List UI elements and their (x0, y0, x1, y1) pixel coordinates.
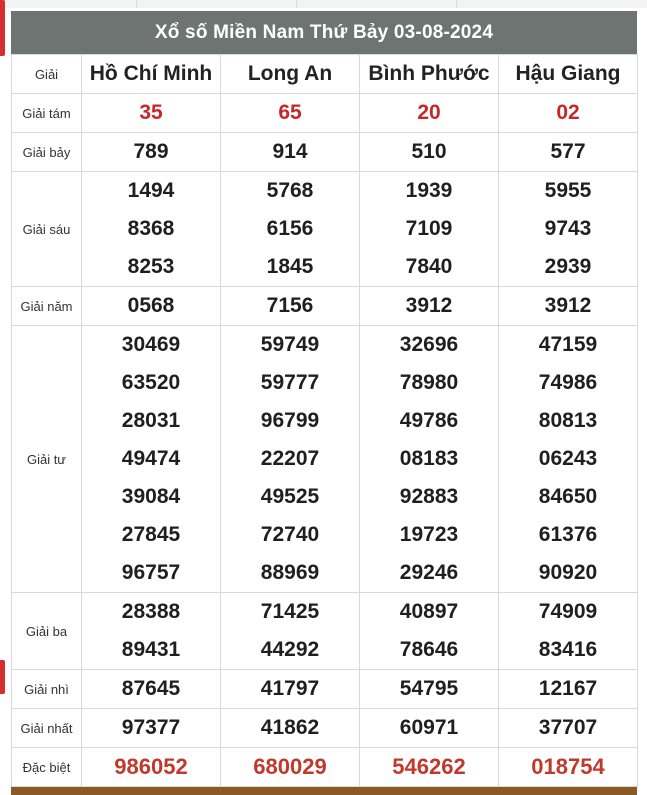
result-cell (360, 709, 499, 748)
result-number: 5955 (544, 179, 592, 202)
result-number: 49786 (399, 409, 459, 432)
prize-row-giai-tam (12, 94, 638, 133)
result-cell (82, 94, 221, 133)
result-cell (82, 593, 221, 670)
result-cell (499, 593, 638, 670)
result-number: 90920 (538, 561, 598, 584)
result-number: 08183 (399, 447, 459, 470)
result-number: 3912 (405, 294, 453, 317)
result-number: 29246 (399, 561, 459, 584)
result-number: 60971 (399, 716, 459, 739)
bottom-bar (11, 787, 637, 795)
results-body (12, 94, 638, 787)
result-cell (360, 172, 499, 287)
result-number: 9743 (544, 217, 592, 240)
result-number: 83416 (538, 638, 598, 661)
prize-label: Đặc biệt (12, 748, 82, 787)
special-prize-number: 546262 (392, 754, 466, 779)
result-cell (360, 748, 499, 787)
result-number: 1845 (266, 255, 314, 278)
prize-row-giai-nhat (12, 709, 638, 748)
result-number: 59749 (260, 333, 320, 356)
result-cell (221, 133, 360, 172)
result-number: 789 (133, 140, 169, 163)
special-prize-number: 986052 (114, 754, 188, 779)
result-number: 59777 (260, 371, 320, 394)
result-number: 3912 (544, 294, 592, 317)
result-number: 47159 (538, 333, 598, 356)
results-table (11, 54, 638, 787)
prize-row-giai-tu (12, 326, 638, 593)
result-number: 54795 (399, 677, 459, 700)
result-cell (499, 94, 638, 133)
result-cell (221, 326, 360, 593)
result-number: 74909 (538, 600, 598, 623)
province-header[interactable]: Hồ Chí Minh (82, 55, 221, 94)
result-number: 8253 (127, 255, 175, 278)
prize-column-header: Giải (12, 55, 82, 94)
result-cell (499, 133, 638, 172)
prize-row-giai-bay (12, 133, 638, 172)
result-cell (360, 593, 499, 670)
top-strip (0, 0, 647, 8)
prize-label: Giải sáu (12, 172, 82, 287)
result-cell (221, 172, 360, 287)
prize-label: Giải năm (12, 287, 82, 326)
result-number: 37707 (538, 716, 598, 739)
province-header[interactable]: Hậu Giang (499, 55, 638, 94)
province-header[interactable]: Long An (221, 55, 360, 94)
result-number: 72740 (260, 523, 320, 546)
result-cell (360, 133, 499, 172)
result-number: 02 (556, 101, 580, 124)
result-number: 63520 (121, 371, 181, 394)
result-number: 27845 (121, 523, 181, 546)
result-cell (499, 670, 638, 709)
prize-label: Giải bảy (12, 133, 82, 172)
result-number: 49474 (121, 447, 181, 470)
result-number: 84650 (538, 485, 598, 508)
prize-label: Giải ba (12, 593, 82, 670)
result-cell (82, 133, 221, 172)
prize-row-giai-nhi (12, 670, 638, 709)
left-edge-accent (0, 0, 5, 56)
result-number: 87645 (121, 677, 181, 700)
result-number: 22207 (260, 447, 320, 470)
result-cell (499, 709, 638, 748)
result-cell (82, 326, 221, 593)
result-number: 5768 (266, 179, 314, 202)
result-cell (221, 94, 360, 133)
result-number: 39084 (121, 485, 181, 508)
result-number: 71425 (260, 600, 320, 623)
result-cell (499, 172, 638, 287)
result-number: 40897 (399, 600, 459, 623)
result-cell (82, 172, 221, 287)
strip-divider (136, 0, 137, 8)
result-number: 74986 (538, 371, 598, 394)
result-cell (221, 748, 360, 787)
left-edge-accent (0, 660, 5, 694)
result-cell (499, 287, 638, 326)
special-prize-number: 018754 (531, 754, 605, 779)
prize-row-giai-nam (12, 287, 638, 326)
result-number: 32696 (399, 333, 459, 356)
result-number: 96799 (260, 409, 320, 432)
prize-label: Giải tám (12, 94, 82, 133)
result-number: 2939 (544, 255, 592, 278)
result-cell (82, 670, 221, 709)
result-number: 49525 (260, 485, 320, 508)
result-cell (82, 709, 221, 748)
result-cell (360, 670, 499, 709)
result-cell (82, 748, 221, 787)
prize-label: Giải nhất (12, 709, 82, 748)
result-cell (360, 94, 499, 133)
strip-divider (296, 0, 297, 8)
result-number: 78646 (399, 638, 459, 661)
result-number: 0568 (127, 294, 175, 317)
prize-label: Giải tư (12, 326, 82, 593)
result-number: 80813 (538, 409, 598, 432)
strip-divider (456, 0, 457, 8)
result-number: 61376 (538, 523, 598, 546)
results-title: Xổ số Miền Nam Thứ Bảy 03-08-2024 (11, 11, 637, 54)
result-cell (499, 326, 638, 593)
result-number: 92883 (399, 485, 459, 508)
prize-row-giai-sau (12, 172, 638, 287)
result-number: 06243 (538, 447, 598, 470)
result-number: 510 (411, 140, 447, 163)
result-cell (221, 670, 360, 709)
result-number: 97377 (121, 716, 181, 739)
result-number: 19723 (399, 523, 459, 546)
special-prize-number: 680029 (253, 754, 327, 779)
result-number: 8368 (127, 217, 175, 240)
result-number: 35 (139, 101, 163, 124)
result-number: 28388 (121, 600, 181, 623)
result-number: 44292 (260, 638, 320, 661)
result-number: 78980 (399, 371, 459, 394)
result-cell (360, 287, 499, 326)
result-number: 1494 (127, 179, 175, 202)
province-header[interactable]: Bình Phước (360, 55, 499, 94)
result-number: 41797 (260, 677, 320, 700)
result-cell (82, 287, 221, 326)
result-number: 20 (417, 101, 441, 124)
result-cell (360, 326, 499, 593)
result-number: 7156 (266, 294, 314, 317)
result-number: 65 (278, 101, 302, 124)
result-cell (221, 593, 360, 670)
result-cell (499, 748, 638, 787)
result-number: 88969 (260, 561, 320, 584)
results-panel (11, 11, 637, 795)
result-number: 96757 (121, 561, 181, 584)
result-cell (221, 287, 360, 326)
result-number: 1939 (405, 179, 453, 202)
result-number: 7109 (405, 217, 453, 240)
result-number: 28031 (121, 409, 181, 432)
result-number: 12167 (538, 677, 598, 700)
result-cell (221, 709, 360, 748)
result-number: 41862 (260, 716, 320, 739)
prize-row-dac-biet (12, 748, 638, 787)
prize-row-giai-ba (12, 593, 638, 670)
result-number: 6156 (266, 217, 314, 240)
prize-label: Giải nhì (12, 670, 82, 709)
result-number: 30469 (121, 333, 181, 356)
result-number: 577 (550, 140, 586, 163)
header-row (12, 55, 638, 94)
result-number: 914 (272, 140, 308, 163)
result-number: 7840 (405, 255, 453, 278)
result-number: 89431 (121, 638, 181, 661)
